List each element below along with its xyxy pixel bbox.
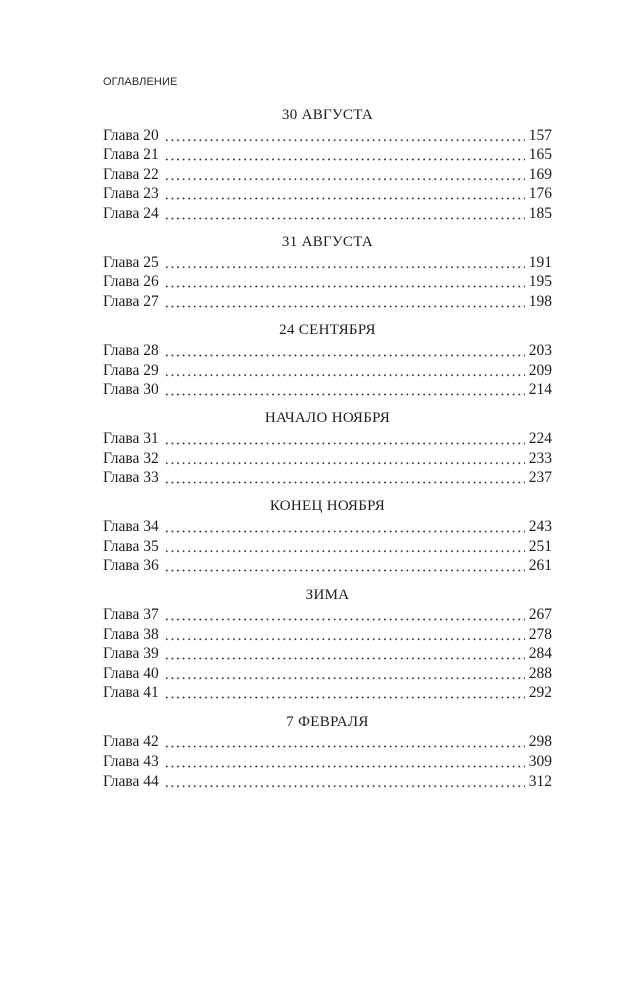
- toc-section: [103, 586, 552, 704]
- page-number: 209: [528, 361, 552, 379]
- page-number: 203: [528, 341, 552, 359]
- chapter-label: Глава 22: [103, 165, 159, 183]
- toc-entry: [103, 165, 552, 185]
- page-number: 267: [528, 606, 552, 624]
- chapter-label: Глава 44: [103, 772, 159, 790]
- page-number: 176: [528, 185, 552, 203]
- chapter-label: Глава 33: [103, 469, 159, 487]
- chapter-label: Глава 36: [103, 557, 159, 575]
- toc-section: [103, 409, 552, 487]
- toc-entry: [103, 126, 552, 146]
- toc-entry: [103, 449, 552, 469]
- chapter-label: Глава 40: [103, 664, 159, 682]
- dot-leader: [164, 292, 525, 312]
- toc-section: [103, 106, 552, 224]
- chapter-label: Глава 27: [103, 293, 159, 311]
- dot-leader: [164, 165, 525, 185]
- dot-leader: [164, 253, 525, 273]
- chapter-label: Глава 20: [103, 126, 159, 144]
- running-header: ОГЛАВЛЕНИЕ: [103, 76, 178, 88]
- toc-entry: [103, 556, 552, 576]
- toc-entry: [103, 752, 552, 772]
- page-number: 243: [528, 518, 552, 536]
- dot-leader: [164, 468, 525, 488]
- chapter-label: Глава 34: [103, 518, 159, 536]
- toc-entry: [103, 361, 552, 381]
- chapter-label: Глава 24: [103, 204, 159, 222]
- section-title: ЗИМА: [305, 586, 350, 603]
- dot-leader: [164, 625, 525, 645]
- toc-entry: [103, 537, 552, 557]
- dot-leader: [164, 752, 525, 772]
- section-title: КОНЕЦ НОЯБРЯ: [269, 498, 386, 515]
- page-number: 309: [528, 752, 552, 770]
- dot-leader: [164, 272, 525, 292]
- toc-entry: [103, 772, 552, 792]
- dot-leader: [164, 664, 525, 684]
- page-number: 169: [528, 165, 552, 183]
- chapter-label: Глава 39: [103, 645, 159, 663]
- dot-leader: [164, 644, 525, 664]
- toc-entry: [103, 204, 552, 224]
- chapter-label: Глава 43: [103, 752, 159, 770]
- chapter-label: Глава 42: [103, 733, 159, 751]
- page-number: 195: [528, 273, 552, 291]
- page-number: 224: [528, 429, 552, 447]
- page-number: 214: [528, 381, 552, 399]
- page-number: 233: [528, 449, 552, 467]
- page-number: 312: [528, 772, 552, 790]
- chapter-label: Глава 32: [103, 449, 159, 467]
- chapter-label: Глава 37: [103, 606, 159, 624]
- toc-entry: [103, 683, 552, 703]
- page-number: 288: [528, 664, 552, 682]
- dot-leader: [164, 145, 525, 165]
- toc-entry: [103, 380, 552, 400]
- table-of-contents: [103, 106, 552, 791]
- page-number: 298: [528, 733, 552, 751]
- toc-entry: [103, 253, 552, 273]
- dot-leader: [164, 732, 525, 752]
- page-number: 191: [528, 253, 552, 271]
- toc-entry: [103, 605, 552, 625]
- section-title: 31 АВГУСТА: [281, 234, 374, 251]
- page-number: 185: [528, 204, 552, 222]
- dot-leader: [164, 341, 525, 361]
- chapter-label: Глава 23: [103, 185, 159, 203]
- dot-leader: [164, 184, 525, 204]
- toc-entry: [103, 341, 552, 361]
- chapter-label: Глава 38: [103, 625, 159, 643]
- page-number: 157: [528, 126, 552, 144]
- page-number: 237: [528, 469, 552, 487]
- page-number: 198: [528, 293, 552, 311]
- section-title: НАЧАЛО НОЯБРЯ: [264, 410, 391, 427]
- chapter-label: Глава 21: [103, 146, 159, 164]
- toc-entry: [103, 625, 552, 645]
- dot-leader: [164, 204, 525, 224]
- dot-leader: [164, 429, 525, 449]
- dot-leader: [164, 537, 525, 557]
- chapter-label: Глава 26: [103, 273, 159, 291]
- chapter-label: Глава 35: [103, 537, 159, 555]
- chapter-label: Глава 41: [103, 684, 159, 702]
- dot-leader: [164, 126, 525, 146]
- toc-section: [103, 713, 552, 791]
- toc-entry: [103, 184, 552, 204]
- toc-entry: [103, 664, 552, 684]
- chapter-label: Глава 25: [103, 253, 159, 271]
- section-title: 24 СЕНТЯБРЯ: [279, 322, 376, 339]
- dot-leader: [164, 449, 525, 469]
- toc-entry: [103, 145, 552, 165]
- page-number: 292: [528, 684, 552, 702]
- dot-leader: [164, 556, 525, 576]
- toc-entry: [103, 644, 552, 664]
- dot-leader: [164, 772, 525, 792]
- toc-entry: [103, 429, 552, 449]
- toc-entry: [103, 272, 552, 292]
- dot-leader: [164, 683, 525, 703]
- chapter-label: Глава 28: [103, 341, 159, 359]
- toc-entry: [103, 292, 552, 312]
- toc-section: [103, 233, 552, 311]
- page-number: 278: [528, 625, 552, 643]
- toc-entry: [103, 732, 552, 752]
- chapter-label: Глава 31: [103, 429, 159, 447]
- toc-entry: [103, 517, 552, 537]
- page-number: 284: [528, 645, 552, 663]
- toc-entry: [103, 468, 552, 488]
- section-title: 7 ФЕВРАЛЯ: [286, 713, 369, 730]
- dot-leader: [164, 517, 525, 537]
- toc-section: [103, 321, 552, 399]
- toc-section: [103, 497, 552, 575]
- dot-leader: [164, 605, 525, 625]
- dot-leader: [164, 361, 525, 381]
- page-number: 251: [528, 537, 552, 555]
- page-number: 165: [528, 146, 552, 164]
- dot-leader: [164, 380, 525, 400]
- section-title: 30 АВГУСТА: [281, 107, 374, 123]
- chapter-label: Глава 29: [103, 361, 159, 379]
- page-number: 261: [528, 557, 552, 575]
- chapter-label: Глава 30: [103, 381, 159, 399]
